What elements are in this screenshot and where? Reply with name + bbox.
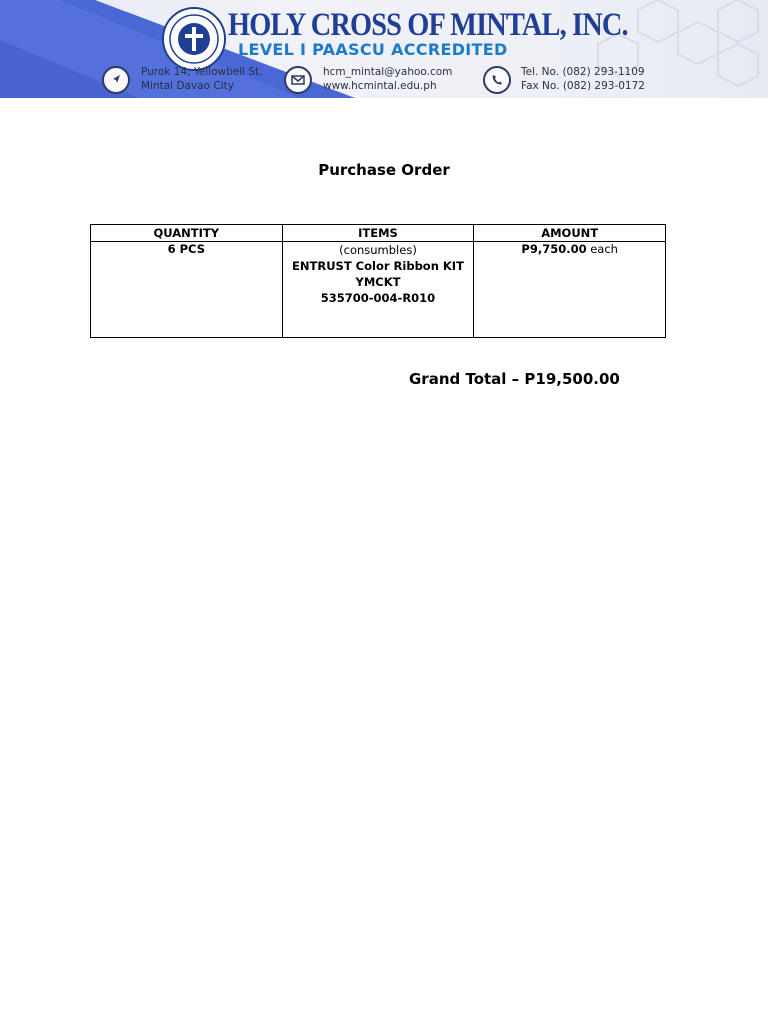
school-name: HOLY CROSS OF MINTAL, INC.: [228, 7, 628, 43]
school-seal-logo: [162, 7, 226, 71]
document-title: Purchase Order: [318, 161, 450, 179]
item-variant: YMCKT: [355, 275, 401, 289]
letterhead: [0, 0, 768, 98]
phone-icon: [483, 66, 511, 94]
table-header-row: [91, 225, 666, 242]
location-arrow-icon: [102, 66, 130, 94]
address-line-1: Purok 14, Yellowbell St.: [141, 66, 263, 78]
quantity-cell: 6 PCS: [91, 242, 283, 338]
email-icon: [284, 66, 312, 94]
website-address: www.hcmintal.edu.ph: [323, 80, 437, 92]
email-address: hcm_mintal@yahoo.com: [323, 66, 453, 78]
table-row: [91, 242, 666, 338]
column-header-quantity: QUANTITY: [91, 225, 283, 242]
purchase-order-table: [90, 224, 666, 338]
item-name: ENTRUST Color Ribbon KIT: [292, 259, 464, 273]
item-code: 535700-004-R010: [320, 291, 436, 305]
amount-unit: each: [590, 242, 618, 256]
grand-total: Grand Total – P19,500.00: [409, 370, 620, 388]
telephone-number: Tel. No. (082) 293-1109: [521, 66, 645, 78]
item-category: (consumbles): [339, 243, 417, 257]
amount-cell: [474, 242, 666, 338]
amount-value: P9,750.00: [521, 242, 587, 256]
fax-number: Fax No. (082) 293-0172: [521, 80, 645, 92]
column-header-amount: AMOUNT: [474, 225, 666, 242]
column-header-items: ITEMS: [282, 225, 474, 242]
accreditation-line: LEVEL I PAASCU ACCREDITED: [238, 40, 508, 59]
items-cell: [282, 242, 474, 338]
address-line-2: Mintal Davao City: [141, 80, 234, 92]
